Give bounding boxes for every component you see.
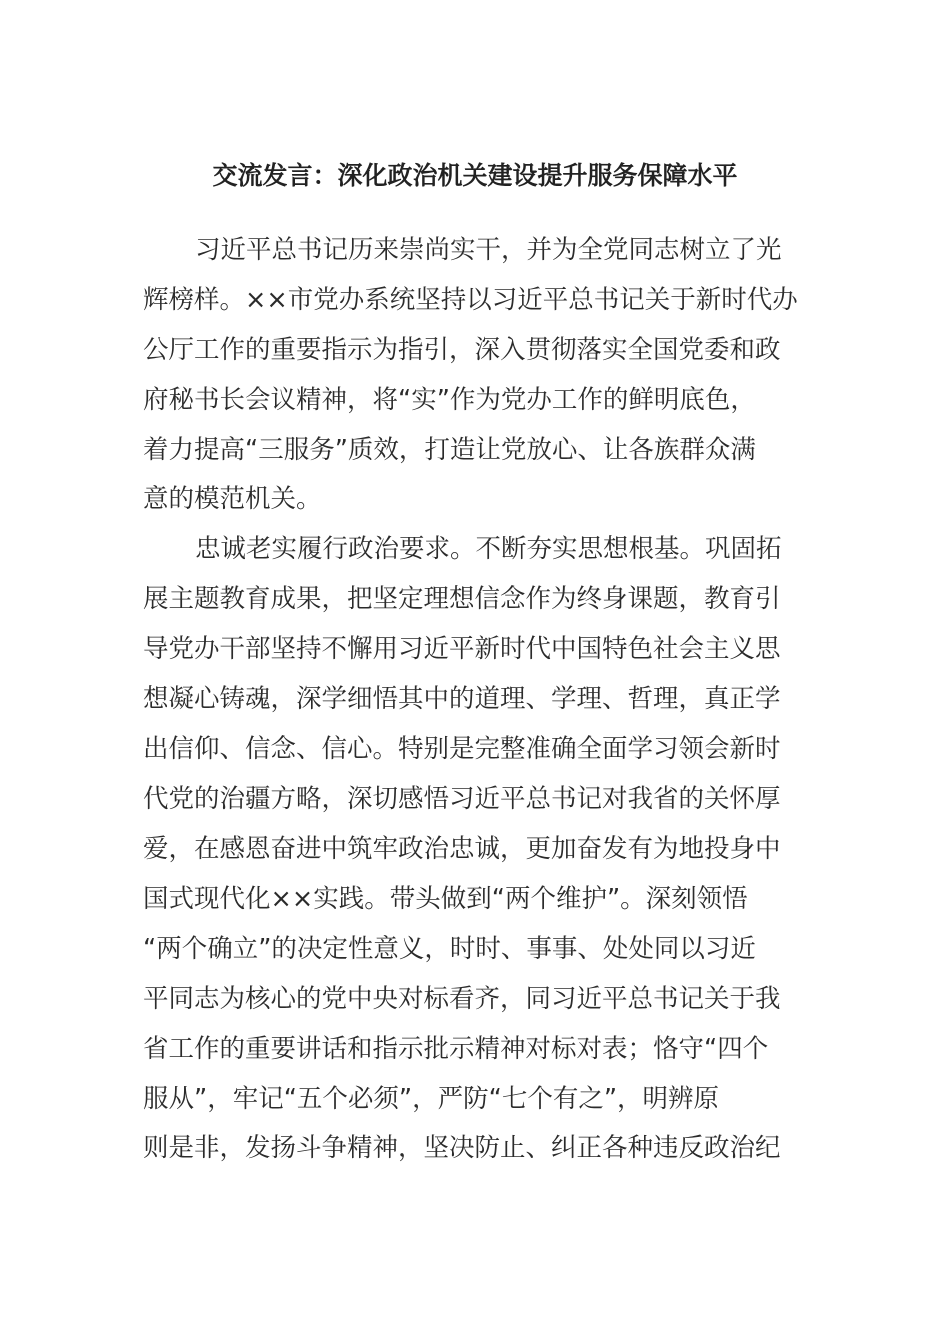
- paragraph-line: 导党办干部坚持不懈用习近平新时代中国特色社会主义思: [143, 634, 781, 664]
- paragraph-line: 忠诚老实履行政治要求。不断夯实思想根基。巩固拓: [195, 534, 782, 564]
- paragraph-line: 省工作的重要讲话和指示批示精神对标对表；恪守“四个: [143, 1034, 769, 1064]
- paragraph-line: 着力提高“三服务”质效，打造让党放心、让各族群众满: [143, 435, 756, 465]
- paragraph-line: 爱，在感恩奋进中筑牢政治忠诚，更加奋发有为地投身中: [143, 834, 781, 864]
- paragraph-line: “两个确立”的决定性意义，时时、事事、处处同以习近: [143, 934, 756, 964]
- paragraph-line: 代党的治疆方略，深切感悟习近平总书记对我省的关怀厚: [143, 784, 781, 814]
- paragraph-line: 想凝心铸魂，深学细悟其中的道理、学理、哲理，真正学: [143, 684, 781, 714]
- paragraph-line: 习近平总书记历来崇尚实干，并为全党同志树立了光: [195, 235, 782, 265]
- paragraph-line: 公厅工作的重要指示为指引，深入贯彻落实全国党委和政: [143, 335, 781, 365]
- paragraph-line: 平同志为核心的党中央对标看齐，同习近平总书记关于我: [143, 984, 781, 1014]
- paragraph-line: 意的模范机关。: [143, 484, 322, 514]
- paragraph-line: 辉榜样。××市党办系统坚持以习近平总书记关于新时代办: [143, 285, 798, 315]
- paragraph-line: 则是非，发扬斗争精神，坚决防止、纠正各种违反政治纪: [143, 1133, 781, 1163]
- document-title: 交流发言：深化政治机关建设提升服务保障水平: [212, 161, 738, 190]
- paragraph-line: 国式现代化××实践。带头做到“两个维护”。深刻领悟: [143, 884, 748, 914]
- paragraph-line: 服从”，牢记“五个必须”，严防“七个有之”，明辨原: [143, 1084, 720, 1114]
- paragraph-line: 出信仰、信念、信心。特别是完整准确全面学习领会新时: [143, 734, 781, 764]
- paragraph-line: 展主题教育成果，把坚定理想信念作为终身课题，教育引: [143, 584, 781, 614]
- paragraph-line: 府秘书长会议精神，将“实”作为党办工作的鲜明底色，: [143, 385, 756, 415]
